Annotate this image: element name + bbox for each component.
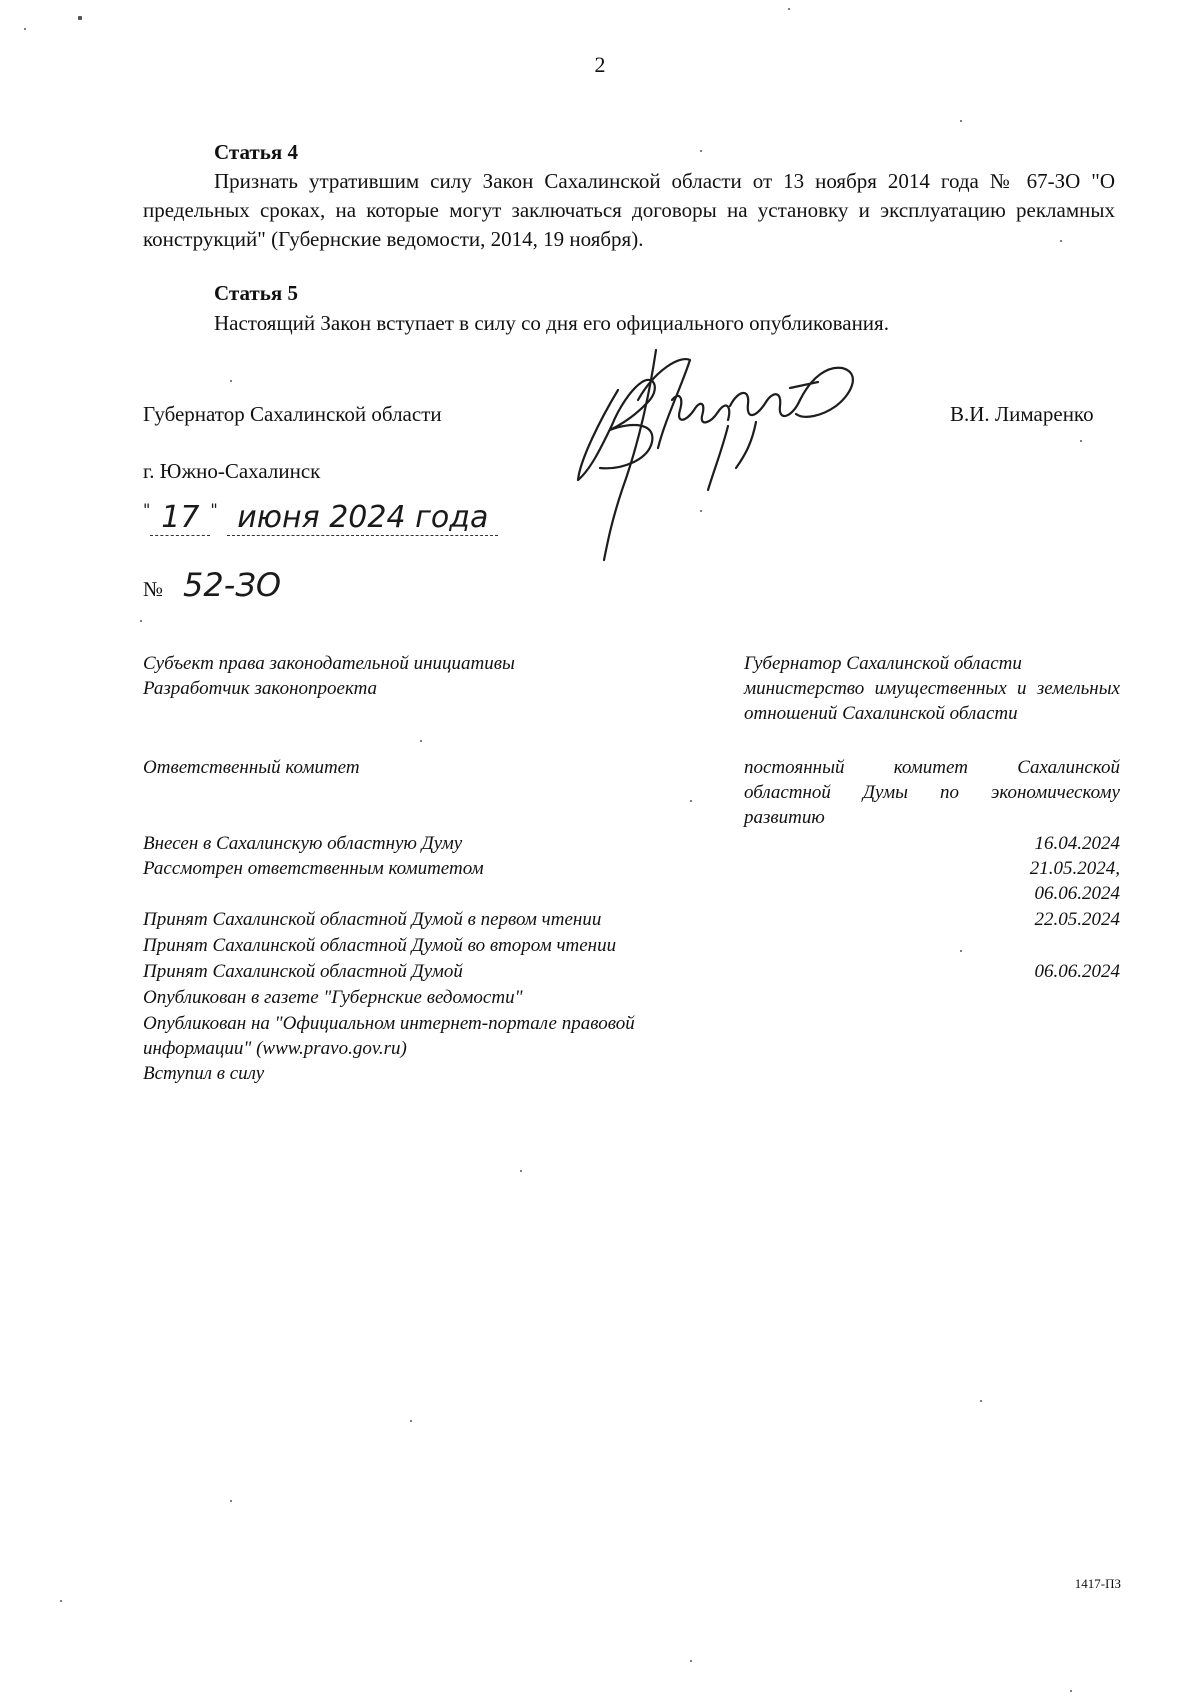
article-4-heading: Статья 4 bbox=[214, 140, 298, 164]
date-adopted: 06.06.2024 bbox=[1034, 961, 1120, 982]
article-5-heading: Статья 5 bbox=[214, 281, 298, 305]
date-reviewed-1: 21.05.2024, bbox=[1029, 858, 1120, 879]
city: г. Южно-Сахалинск bbox=[143, 459, 321, 483]
value-developer: министерство имущественных и земельных отношений Сахалинской области bbox=[744, 678, 1120, 724]
label-submitted: Внесен в Сахалинскую областную Думу bbox=[143, 833, 463, 854]
label-second-reading: Принят Сахалинской областной Думой во втором чтении bbox=[143, 935, 617, 956]
date-submitted: 16.04.2024 bbox=[1034, 833, 1120, 854]
value-committee: постоянный комитет Сахалинской областной Думы по экономическому развитию bbox=[744, 757, 1120, 828]
label-adopted: Принят Сахалинской областной Думой bbox=[143, 961, 463, 982]
date-reviewed-2: 06.06.2024 bbox=[1034, 883, 1120, 904]
governor-name: В.И. Лимаренко bbox=[950, 402, 1094, 426]
date-close-quote: " bbox=[210, 500, 218, 519]
handwritten-signature bbox=[560, 330, 900, 580]
label-developer: Разработчик законопроекта bbox=[143, 678, 378, 699]
value-subject: Губернатор Сахалинской области bbox=[744, 653, 1022, 674]
law-number bbox=[143, 566, 281, 604]
signing-date bbox=[143, 500, 498, 536]
document-code: 1417-ПЗ bbox=[1074, 1576, 1121, 1591]
date-open-quote: " bbox=[143, 500, 151, 519]
article-5-body: Настоящий Закон вступает в силу со дня его официального опубликования. bbox=[214, 311, 889, 335]
page-number: 2 bbox=[594, 52, 606, 77]
article-4-body: Признать утратившим силу Закон Сахалинской области от 13 ноября 2014 года № 67-ЗО "О предельных сроках, на которые могут заключаться договоры на установку и эксплуатацию рекламных конструкций" (Губернские ведомости, 2014, 19 ноября). bbox=[143, 169, 1115, 251]
label-published-newspaper: Опубликован в газете "Губернские ведомости" bbox=[143, 987, 523, 1008]
date-rest: июня 2024 года bbox=[227, 500, 498, 536]
governor-position: Губернатор Сахалинской области bbox=[143, 402, 442, 426]
label-first-reading: Принят Сахалинской областной Думой в первом чтении bbox=[143, 909, 602, 930]
date-first-reading: 22.05.2024 bbox=[1034, 909, 1120, 930]
number-value: 52-ЗО bbox=[183, 566, 282, 604]
label-in-force: Вступил в силу bbox=[143, 1063, 265, 1084]
label-reviewed: Рассмотрен ответственным комитетом bbox=[143, 858, 484, 879]
label-published-portal-line2: информации" (www.pravo.gov.ru) bbox=[143, 1038, 407, 1059]
number-label: № bbox=[143, 577, 164, 601]
label-subject: Субъект права законодательной инициативы bbox=[143, 653, 515, 674]
article-4-text bbox=[143, 167, 1115, 254]
date-day: 17 bbox=[150, 500, 210, 536]
label-published-portal-line1: Опубликован на "Официальном интернет-портале правовой bbox=[143, 1013, 635, 1034]
label-committee: Ответственный комитет bbox=[143, 757, 360, 778]
